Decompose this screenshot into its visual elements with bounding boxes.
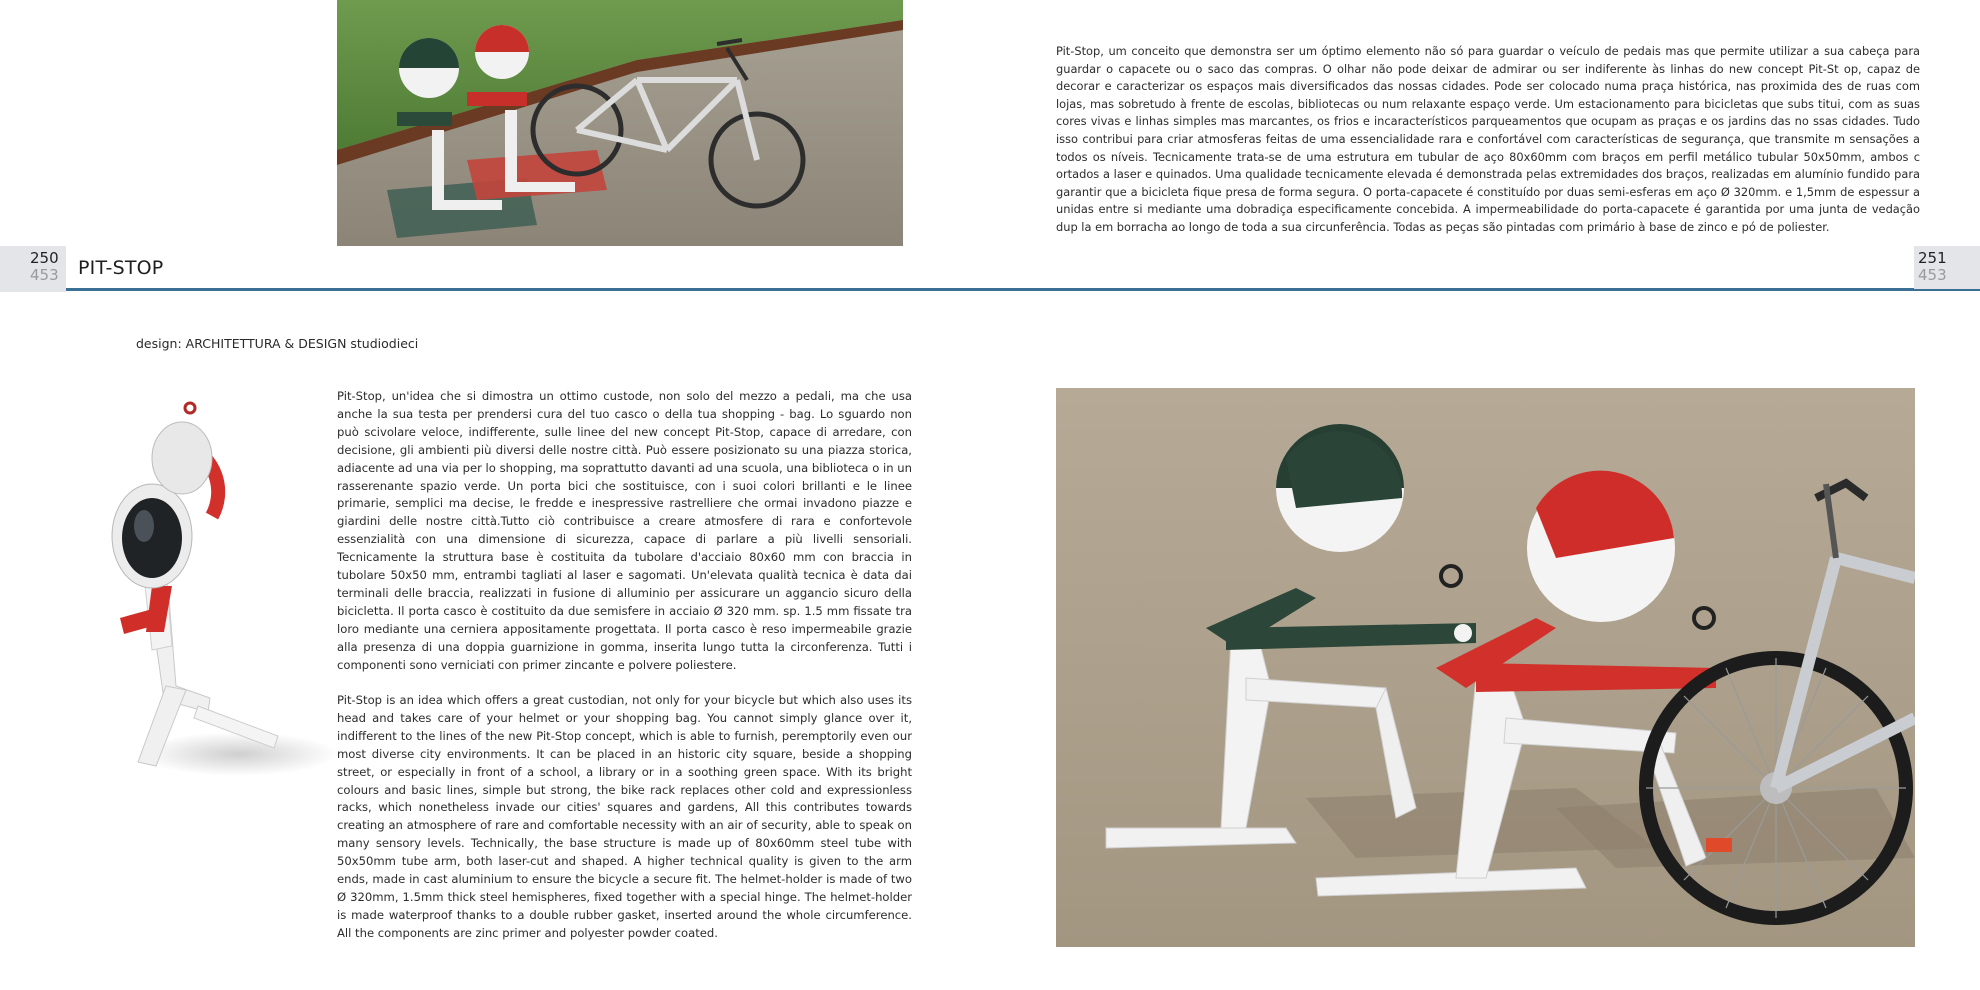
page-title: PIT-STOP bbox=[78, 257, 164, 279]
main-photo bbox=[1056, 388, 1915, 947]
right-page-number-box bbox=[1914, 246, 1980, 289]
open-helmet-holder-image bbox=[48, 386, 338, 796]
park-bike-rack-image bbox=[337, 0, 903, 246]
bike-racks-pavement-image bbox=[1056, 388, 1915, 947]
left-total-pages: 453 bbox=[30, 266, 59, 284]
top-park-photo bbox=[337, 0, 903, 246]
italian-body-text: Pit-Stop, un'idea che si dimostra un ottimo custode, non solo del mezzo a pedali, ma che usa anche la sua testa per prendersi cura del tuo casco o della tua shopping - bag. Lo sguardo non può scivolare veloce, indifferente, sulle linee del new concept Pit-Stop, capace di arredare, con decisione, gli ambienti più diversi delle nostre città. Può essere posizionato su una piazza storica, adiacente ad una via per lo shopping, ma soprattutto davanti ad una scuola, una biblioteca o in un rasserenante spazio verde. Un porta bici che sostituisce, con i suoi colori brillanti e le linee primarie, semplici ma decise, le fredde e inespressive rastrelliere che ormai invadono piazze e giardini delle nostre città.Tutto ciò contribuisce a creare atmosfere di rara e confortevole essenzialità con una dimensione di sicurezza, capace di parlare a più livelli sensoriali. Tecnicamente la struttura base è costituita da tubolare d'acciaio 80x60 mm con braccia in tubolare 50x50 mm, entrambi tagliati al laser e sagomati. Un'elevata qualità tecnica è data dai terminali delle braccia, realizzati in fusione di alluminio per assicurare un aggancio sicuro della bicicletta. Il porta casco è costituito da due semisfere in acciaio Ø 320 mm. sp. 1.5 mm fissate tra loro mediante una cerniera appositamente progettata. Il porta casco è reso impermeabile grazie alla presenza di una doppia guarnizione in gomma, inserita lungo tutta la circonferenza. Tutti i componenti sono verniciati con primer zincante e polvere poliestere. bbox=[337, 389, 912, 672]
header-rule bbox=[66, 288, 1980, 291]
left-page-number: 250 bbox=[30, 249, 59, 267]
english-body-text: Pit-Stop is an idea which offers a great custodian, not only for your bicycle but which also uses its head and takes care of your helmet or your shopping bag. You cannot simply glance over it, indifferent to the lines of the new Pit-Stop concept, which is able to furnish, peremptorily even our most diverse city environments. It can be placed in an historic city square, beside a shopping street, or especially in front of a school, a library or in a soothing green space. With its bright colours and basic lines, simple but strong, the bike rack replaces other cold and expressionless racks, which nonetheless invade our cities' squares and gardens, All this contributes towards creating an atmosphere of rare and comfortable necessity with an air of security, able to speak on many sensory levels. Technically, the base structure is made up of 80x60mm steel tube with 50x50mm tube arm, both laser-cut and shaped. A higher technical quality is given to the arm ends, made in cast aluminium to ensure the bicycle a secure fit. The helmet-holder is made of two Ø 320mm, 1.5mm thick steel hemispheres, fixed together with a special hinge. The helmet-holder is made waterproof thanks to a double rubber gasket, inserted around the whole circumference. All the components are zinc primer and polyester powder coated. bbox=[337, 693, 912, 940]
right-total-pages: 453 bbox=[1918, 266, 1947, 284]
portuguese-body-text: Pit-Stop, um conceito que demonstra ser um óptimo elemento não só para guardar o veículo de pedais mas que permite utilizar a sua cabeça para guardar o capacete ou o saco das compras. O olhar não pode deixar de admirar ou ser indiferente às linhas do new concept Pit-St op, capaz de decorar e caracterizar os espaços mais diversificados das nossas cidades. Pode ser colocado numa praça histórica, nas proximida des de ruas com lojas, mas sobretudo à frente de escolas, bibliotecas ou num relaxante espaço verde. Um estacionamento para bicicletas que subs titui, com as suas cores vivas e linhas simples mas marcantes, os frios e incaracterísticos parqueamentos que ocupam as praças e os jardins das no ssas cidades. Tudo isso contribui para criar atmosferas feitas de uma essencialidade rara e confortável com características de segurança, que transmite m sensações a todos os níveis. Tecnicamente trata-se de uma estrutura em tubular de aço 80x60mm com braços em perfil metálico tubular 50x50mm, ambos c ortados a laser e quinados. Uma qualidade tecnicamente elevada é demonstrada pelas extremidades dos braços, realizadas em alumínio fundido para garantir que a bicicleta fique presa de forma segura. O porta-capacete é constituído por duas semi-esferas em aço Ø 320mm. e 1,5mm de espessur a unidas entre si mediante uma dobradiça especificamente concebida. A impermeabilidade do porta-capacete é garantida por uma junta de vedação dup la em borracha ao longo de toda a sua circunferência. Todas as peças são pintadas com primário à base de zinco e pó de poliester. bbox=[1056, 44, 1920, 234]
right-page-number: 251 bbox=[1918, 249, 1947, 267]
left-page-number-box bbox=[0, 246, 66, 292]
design-credit: design: ARCHITETTURA & DESIGN studiodieci bbox=[136, 336, 419, 351]
product-render bbox=[48, 386, 338, 796]
